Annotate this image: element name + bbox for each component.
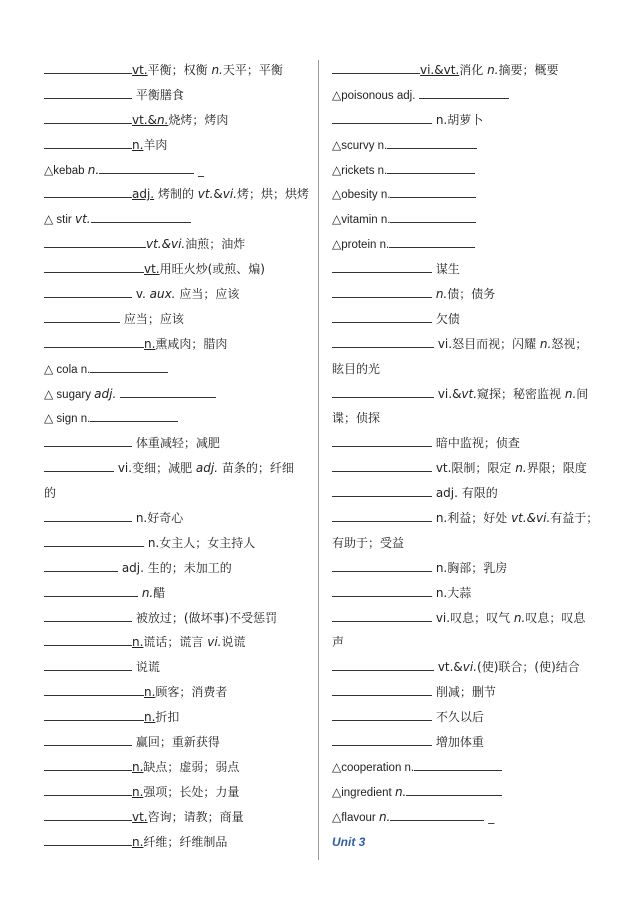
triangle-marker-icon: △ [332, 784, 342, 799]
answer-blank[interactable] [332, 283, 432, 298]
entry-text: 消化 [459, 63, 488, 77]
vocab-entry-marked [332, 133, 602, 158]
entry-text: n.胡萝卜 [432, 112, 484, 127]
vocab-entry [44, 506, 306, 531]
unit-label: Unit 3 [332, 834, 366, 849]
answer-blank[interactable] [44, 432, 132, 447]
entry-text: 被放过；(做坏事)不受惩罚 [132, 610, 278, 625]
entry-text: n. [132, 137, 144, 152]
entry-text: 用旺火炒(或煎、煸) [159, 262, 265, 277]
left-column [44, 58, 310, 855]
entry-text: scurvy n. [341, 139, 388, 152]
answer-blank[interactable] [332, 582, 432, 597]
answer-blank[interactable] [91, 208, 191, 223]
vocab-entry [44, 83, 306, 108]
entry-text: n. [132, 759, 144, 774]
answer-blank[interactable] [120, 383, 216, 398]
answer-blank[interactable] [332, 258, 432, 273]
entry-text: n. [513, 610, 526, 625]
answer-blank[interactable] [44, 333, 144, 348]
vocab-entry [332, 431, 602, 456]
answer-blank[interactable] [90, 358, 168, 373]
vocab-entry-marked [332, 755, 602, 780]
entry-text: (使)联合；(使)结合 [477, 660, 580, 675]
entry-text: vi.怒目而视；闪耀 [434, 336, 540, 351]
triangle-marker-icon: △ [44, 386, 54, 401]
triangle-marker-icon: △ [332, 809, 342, 824]
entry-text: 增加体重 [432, 735, 484, 750]
right-column [332, 58, 602, 855]
triangle-marker-icon: △ [332, 87, 342, 102]
entry-text: 缺点；虚弱；弱点 [143, 759, 240, 774]
entry-text: 界限；限度 [526, 461, 587, 476]
vocab-entry [44, 182, 310, 207]
entry-text: n. [144, 710, 156, 725]
entry-text: 叹息；叹息 [525, 610, 586, 625]
triangle-marker-icon: △ [332, 759, 342, 774]
entry-text: 天平；平衡 [222, 63, 283, 77]
vocab-entry [332, 481, 602, 506]
entry-text: 油煎；油炸 [185, 237, 246, 252]
entry-text: 赢回；重新获得 [132, 735, 220, 750]
entry-text: ingredient [341, 786, 395, 799]
answer-blank[interactable] [44, 258, 144, 273]
entry-text: v. [132, 287, 150, 302]
answer-blank[interactable] [44, 457, 114, 472]
answer-blank[interactable] [332, 432, 432, 447]
entry-text: 烧烤；烤肉 [168, 112, 229, 127]
entry-text: vi.&vt. [420, 63, 460, 77]
entry-text: n. [211, 63, 223, 77]
vocab-entry-marked [332, 182, 602, 207]
vocab-entry-marked [44, 207, 306, 232]
answer-blank[interactable] [332, 706, 432, 721]
entry-text: 削减；删节 [432, 685, 496, 700]
entry-text: 谋生 [432, 262, 460, 277]
entry-text: 强项；长处；力量 [143, 784, 240, 799]
entry-text: 窥探；秘密监视 [477, 386, 565, 401]
vocab-entry-marked [44, 158, 306, 183]
entry-text: n. [539, 336, 552, 351]
answer-blank[interactable] [390, 208, 476, 223]
answer-blank[interactable] [44, 233, 146, 248]
entry-text: n. [394, 784, 407, 799]
answer-blank[interactable] [332, 59, 420, 74]
entry-text: n. [487, 63, 499, 77]
answer-blank[interactable] [406, 781, 502, 796]
vocab-entry [44, 58, 306, 83]
entry-text: flavour [341, 811, 379, 824]
answer-blank[interactable] [332, 457, 432, 472]
vocab-entry [332, 456, 602, 481]
entry-text: vi. [222, 187, 237, 202]
entry-continuation [332, 531, 602, 556]
entry-text: vt.& [434, 660, 463, 675]
entry-text: vi. [207, 635, 222, 650]
answer-blank[interactable] [44, 59, 132, 74]
answer-blank[interactable] [387, 134, 477, 149]
vocab-entry [44, 531, 306, 556]
vocab-entry [44, 332, 306, 357]
entry-text: & [213, 187, 223, 202]
entry-text: 说谎 [221, 635, 246, 650]
entry-text: vt.&vi. [146, 237, 186, 252]
vocab-entry [332, 730, 602, 755]
entry-text: 折扣 [155, 710, 180, 725]
entry-text: 怒视； [551, 336, 588, 351]
answer-blank[interactable] [44, 134, 132, 149]
entry-text: 债；债务 [447, 287, 496, 302]
vocab-entry [332, 332, 602, 357]
vocab-entry [332, 108, 602, 133]
vocab-entry-marked [44, 382, 306, 407]
vocab-entry-marked [332, 805, 602, 830]
answer-blank[interactable] [44, 557, 118, 572]
answer-blank[interactable] [390, 183, 476, 198]
answer-blank[interactable] [44, 781, 132, 796]
vocab-entry [332, 282, 602, 307]
entry-text: 有益于； [550, 511, 599, 526]
vocab-entry [44, 730, 306, 755]
entry-text: n. [144, 685, 156, 700]
answer-blank[interactable] [44, 756, 132, 771]
entry-text: cola n. [53, 363, 91, 376]
vocab-entry [44, 108, 306, 133]
answer-blank[interactable] [390, 806, 484, 821]
answer-blank[interactable] [332, 109, 432, 124]
entry-text: 的 [44, 486, 57, 501]
answer-blank[interactable] [44, 532, 144, 547]
entry-text: stir [53, 214, 75, 227]
answer-blank[interactable] [387, 159, 475, 174]
entry-text: aux. [149, 287, 176, 302]
entry-continuation [44, 481, 306, 506]
vocab-entry [332, 655, 602, 680]
entry-text: adj. [94, 386, 117, 401]
vocab-entry [44, 780, 306, 805]
entry-text: vi.& [434, 386, 462, 401]
vocab-entry-marked [44, 406, 306, 431]
entry-text: vi. [462, 660, 478, 675]
entry-text: adj. 有限的 [432, 486, 498, 501]
entry-text: 顾客；消费者 [155, 685, 228, 700]
entry-text: vitamin n. [341, 214, 391, 227]
entry-text: 纤维；纤维制品 [143, 834, 228, 849]
vocab-entry [44, 606, 306, 631]
vocab-entry [332, 506, 602, 531]
vocab-entry [332, 58, 602, 83]
entry-text: vt.限制；限定 [432, 461, 516, 476]
answer-blank[interactable] [332, 557, 432, 572]
vocab-entry [44, 680, 306, 705]
triangle-marker-icon: △ [332, 137, 342, 152]
answer-blank[interactable] [44, 706, 144, 721]
vocab-entry [44, 830, 306, 855]
entry-text: 苗条的；纤细 [218, 461, 294, 476]
answer-blank[interactable] [90, 407, 178, 422]
entry-text: vt. [461, 386, 478, 401]
entry-text: vt. [132, 809, 148, 824]
vocab-entry [44, 630, 306, 655]
vocab-entry-marked [44, 357, 306, 382]
entry-text: n.大蒜 [432, 585, 472, 600]
answer-blank[interactable] [44, 507, 132, 522]
entry-text: 欠债 [432, 311, 460, 326]
entry-text: n. [378, 809, 391, 824]
entry-text: vt. [144, 262, 160, 277]
entry-text: n. [132, 834, 144, 849]
triangle-marker-icon: △ [44, 361, 54, 376]
triangle-marker-icon: △ [44, 162, 54, 177]
entry-text: obesity n. [341, 189, 391, 202]
entry-text: 平衡膳食 [132, 87, 184, 102]
vocab-entry [332, 257, 602, 282]
vocab-entry-marked [332, 158, 602, 183]
entry-text: 平衡；权衡 [147, 63, 212, 77]
vocab-entry [332, 606, 602, 631]
entry-text: 羊肉 [143, 137, 168, 152]
vocab-entry [332, 556, 602, 581]
vocab-entry [332, 705, 602, 730]
vocab-entry [44, 232, 306, 257]
answer-blank[interactable] [332, 308, 432, 323]
vocab-entry-marked [332, 207, 602, 232]
entry-text: rickets n. [341, 164, 388, 177]
entry-text: vt.&vi. [511, 511, 551, 526]
entry-text: adj. [195, 461, 219, 476]
entry-text: n. [156, 112, 169, 127]
answer-blank[interactable] [44, 731, 132, 746]
answer-blank[interactable] [44, 631, 132, 646]
vocab-entry [332, 307, 602, 332]
entry-text: 声 [332, 635, 345, 650]
answer-blank[interactable] [44, 582, 138, 597]
entry-continuation [332, 406, 602, 431]
entry-continuation [332, 630, 602, 655]
answer-blank[interactable] [44, 183, 132, 198]
answer-blank[interactable] [414, 756, 502, 771]
entry-continuation [332, 357, 602, 382]
vocab-entry [44, 456, 306, 481]
entry-text: n. [141, 585, 154, 600]
entry-text: 有助于；受益 [332, 535, 405, 550]
vocab-entry [44, 556, 306, 581]
vocab-entry-marked [332, 83, 602, 108]
entry-text: n. [144, 336, 156, 351]
entry-text: 暗中监视；侦查 [432, 436, 520, 451]
vocab-entry [44, 133, 306, 158]
answer-blank[interactable] [332, 681, 432, 696]
entry-text: adj. 生的；未加工的 [118, 560, 232, 575]
answer-blank[interactable] [332, 731, 432, 746]
entry-text: 不久以后 [432, 710, 484, 725]
vocab-entry [44, 705, 306, 730]
triangle-marker-icon: △ [332, 187, 342, 202]
answer-blank[interactable] [332, 482, 432, 497]
entry-text: n.胸部；乳房 [432, 560, 508, 575]
answer-blank[interactable] [332, 656, 434, 671]
entry-text: sign n. [53, 413, 91, 426]
entry-text: cooperation n. [341, 761, 415, 774]
answer-blank[interactable] [332, 383, 434, 398]
vocab-entry [44, 257, 306, 282]
unit-heading [332, 830, 602, 855]
answer-blank[interactable] [99, 159, 194, 174]
entry-text: n. [515, 461, 527, 476]
entry-text: vt.& [132, 112, 157, 127]
triangle-marker-icon: △ [332, 162, 342, 177]
entry-text: n. [132, 635, 144, 650]
entry-text: vt. [197, 187, 214, 202]
entry-text: 体重减轻；减肥 [132, 436, 220, 451]
entry-text: adj. [132, 187, 155, 202]
answer-blank[interactable] [332, 507, 432, 522]
answer-blank[interactable] [332, 333, 434, 348]
vocab-entry [44, 581, 306, 606]
column-divider [318, 60, 319, 860]
entry-text: poisonous adj. [341, 89, 419, 102]
entry-text: n. [87, 162, 100, 177]
answer-blank[interactable] [419, 84, 509, 99]
entry-text: 烤；烘；烘烤 [237, 187, 310, 202]
entry-text: 间 [576, 386, 589, 401]
vocab-entry [332, 382, 602, 407]
vocab-entry [44, 431, 306, 456]
triangle-marker-icon: △ [44, 411, 54, 426]
entry-text: 谎话；谎言 [143, 635, 208, 650]
triangle-marker-icon: △ [44, 212, 54, 227]
vocab-entry [44, 282, 306, 307]
entry-text: vi.变细；减肥 [114, 461, 196, 476]
entry-text: n. [132, 784, 144, 799]
entry-text: n.女主人；女主持人 [144, 535, 256, 550]
vocab-entry [44, 755, 306, 780]
entry-text: _ [484, 809, 495, 824]
entry-text: 熏咸肉；腊肉 [155, 336, 228, 351]
vocab-entry [332, 680, 602, 705]
answer-blank[interactable] [389, 233, 475, 248]
vocab-entry [44, 307, 306, 332]
entry-text: 眩目的光 [332, 361, 381, 376]
answer-blank[interactable] [332, 607, 432, 622]
answer-blank[interactable] [44, 681, 144, 696]
answer-blank[interactable] [44, 656, 132, 671]
vocab-entry [44, 655, 306, 680]
entry-text: vt. [132, 63, 148, 77]
entry-text: _ [194, 162, 205, 177]
vocab-entry-marked [332, 232, 602, 257]
entry-text: n.利益；好处 [432, 511, 512, 526]
triangle-marker-icon: △ [332, 212, 342, 227]
entry-text: 说谎 [132, 660, 160, 675]
entry-text: sugary [53, 388, 95, 401]
answer-blank[interactable] [44, 308, 120, 323]
answer-blank[interactable] [44, 806, 132, 821]
answer-blank[interactable] [44, 84, 132, 99]
triangle-marker-icon: △ [332, 237, 342, 252]
entry-text: vi.叹息；叹气 [432, 610, 514, 625]
entry-text: n. [564, 386, 577, 401]
entry-text: 烤制的 [154, 187, 198, 202]
vocab-entry [44, 805, 306, 830]
entry-text: n. [435, 287, 448, 302]
entry-text: kebab [53, 164, 88, 177]
entry-text: n.好奇心 [132, 511, 184, 526]
vocab-entry [332, 581, 602, 606]
entry-text: 摘要；概要 [498, 63, 559, 77]
entry-text: 醋 [153, 585, 166, 600]
entry-text: 咨询；请教；商量 [147, 809, 244, 824]
entry-text: vt. [74, 212, 91, 227]
entry-text: 应当；应该 [175, 287, 240, 302]
entry-text: 谍；侦探 [332, 411, 381, 426]
answer-blank[interactable] [44, 109, 132, 124]
answer-blank[interactable] [44, 283, 132, 298]
entry-text: 应当；应该 [120, 311, 184, 326]
entry-text: protein n. [341, 239, 390, 252]
answer-blank[interactable] [44, 831, 132, 846]
answer-blank[interactable] [44, 607, 132, 622]
vocab-entry-marked [332, 780, 602, 805]
